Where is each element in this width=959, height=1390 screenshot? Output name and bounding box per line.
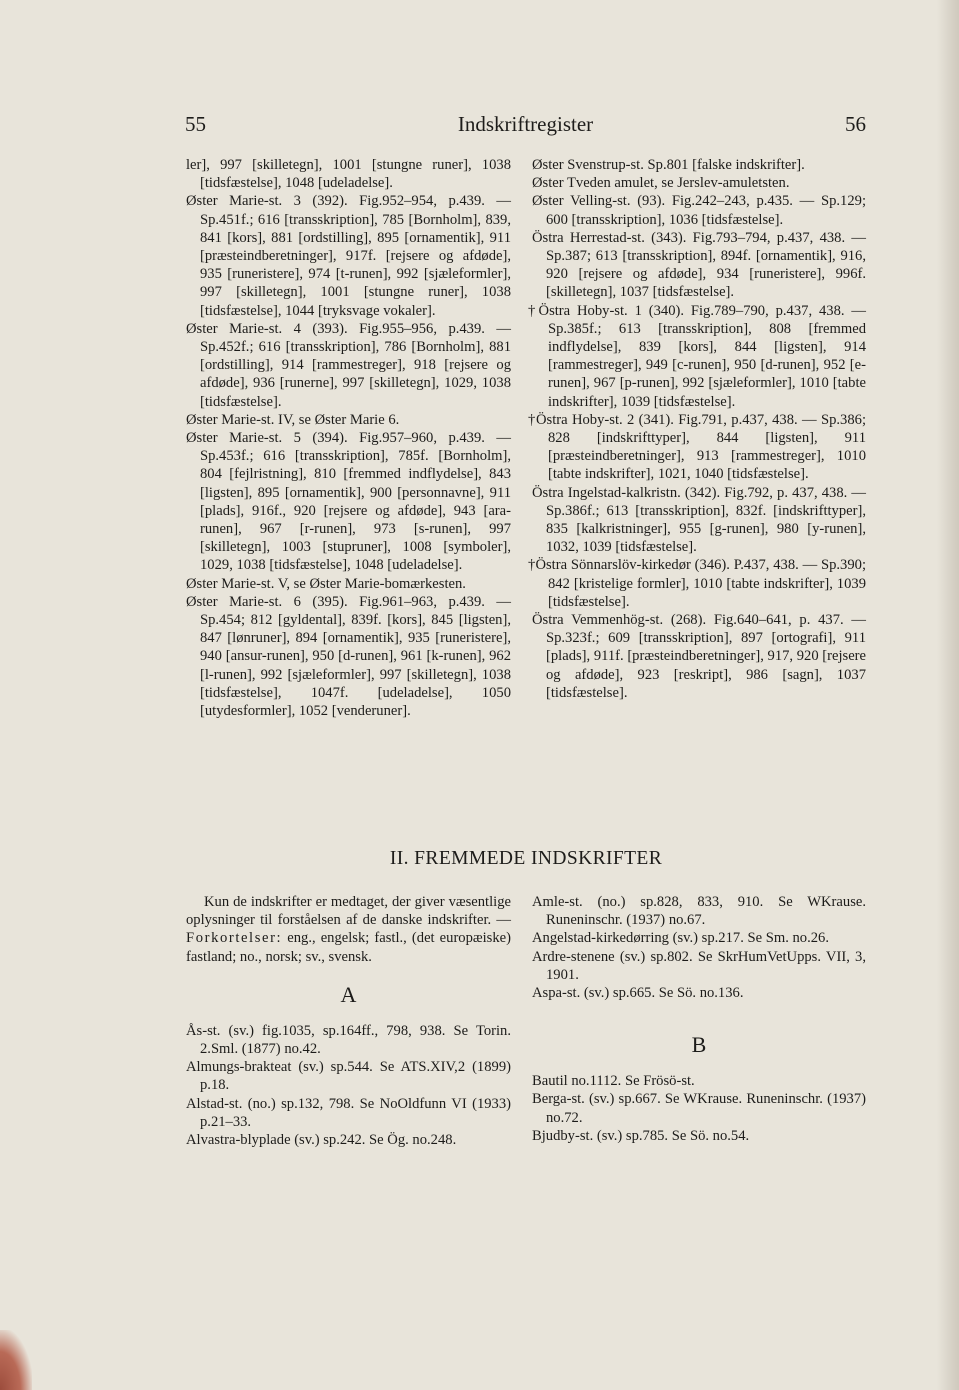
index-entry: Angelstad-kirkedørring (sv.) sp.217. Se Sm. no.26. [532, 930, 829, 947]
page-number-right: 56 [845, 112, 866, 136]
index-entry: Alstad-st. (no.) sp.132, 798. Se NoOldfunn VI (1933) p.21–33. [186, 1095, 511, 1130]
section-heading: II. FREMMEDE INDSKRIFTER [389, 848, 663, 869]
page-number-left: 55 [185, 112, 206, 136]
index-entry: Amle-st. (no.) sp.828, 833, 910. Se WKrause. Runeninschr. (1937) no.67. [532, 894, 866, 929]
index-entry: Berga-st. (sv.) sp.667. Se WKrause. Runeninschr. (1937) no.72. [532, 1091, 866, 1126]
column-bottom-left [186, 893, 511, 1149]
index-entry: ler], 997 [skilletegn], 1001 [stungne runer], 1038 [tidsfæstelse], 1048 [udeladelse]. [186, 157, 511, 192]
index-entry: Bautil no.1112. Se Frösö-st. [532, 1073, 695, 1090]
index-entry: †Östra Hoby-st. 1 (340). Fig.789–790, p.437, 438. — Sp.385f.; 613 [transskription], 808 [fremmed indflydelse], 839 [kors], 844 [ligsten], 914 [rammestreger], 949 [c-runen], 950 [d-runen], 952 [e-runen], 967 [p-runen], 992 [sjæleformler], 1010 [tabte indskrifter], 1039 [tidsfæstelse]. [528, 302, 866, 410]
index-entry: Bjudby-st. (sv.) sp.785. Se Sö. no.54. [532, 1127, 750, 1144]
index-entry: Alvastra-blyplade (sv.) sp.242. Se Ög. no.248. [186, 1132, 457, 1149]
index-entry: †Östra Hoby-st. 2 (341). Fig.791, p.437, 438. — Sp.386; 828 [indskrifttyper], 844 [ligsten], 911 [præsteindberetninger], 913 [rammestreger], 1010 [tabte indskrifter], 1021, 1040 [tidsfæstelse]. [528, 411, 866, 483]
intro-paragraph [186, 893, 511, 966]
index-entry: Øster Marie-st. 5 (394). Fig.957–960, p.439. — Sp.453f.; 616 [transskription], 785f. [Bornholm], 804 [fejlristning], 810 [fremmed indflydelse], 843 [ligsten], 895 [ornamentik], 900 [personnavne], 911 [plads], 916f., 920 [rejsere og afdøde], 943 [ara-runen], 967 [r-runen], 973 [s-runen], 997 [skilletegn], 1003 [stupruner], 1008 [symboler], 1029, 1038 [tidsfæstelse], 1048 [udeladelse]. [186, 430, 511, 574]
index-entry: Östra Vemmenhög-st. (268). Fig.640–641, p. 437. — Sp.323f.; 609 [transskription], 897 [ortografi], 911 [plads], 911f. [præsteindberetninger], 917, 920 [rejsere og afdøde], 923 [reskript], 986 [sagn], 1037 [tidsfæstelse]. [532, 612, 867, 701]
index-entry: Øster Tveden amulet, se Jerslev-amuletsten. [532, 175, 790, 192]
index-entry: Øster Marie-st. 6 (395). Fig.961–963, p.439. — Sp.454; 812 [gyldental], 839f. [kors], 845 [ligsten], 847 [lønruner], 894 [ornamentik], 935 [runeristere], 940 [ansur-runen], 950 [d-runen], 961 [k-runen], 962 [l-runen], 992 [sjæleformler], 997 [skilletegn], 1038 [tidsfæstelse], 1047f. [udeladelse], 1050 [utydesformler], 1052 [venderuner]. [186, 593, 511, 720]
index-entry: †Östra Sönnarslöv-kirkedør (346). P.437, 438. — Sp.390; 842 [kristelige formler], 1010 [tabte indskrifter], 1039 [tidsfæstelse]. [528, 557, 866, 610]
column-top-left [186, 156, 511, 720]
index-entry: Östra Herrestad-st. (343). Fig.793–794, p.437, 438. — Sp.387; 613 [transskription], 894f. [ornamentik], 916, 920 [rejsere og afdøde], 934 [runeristere], 996f. [skilletegn], 1037 [tidsfæstelse]. [532, 229, 866, 301]
index-entry: Östra Ingelstad-kalkristn. (342). Fig.792, p. 437, 438. — Sp.386f.; 613 [transskription], 832f. [indskrifttyper], 835 [kalkristninger], 955 [g-runen], 980 [y-runen], 1032, 1039 [tidsfæstelse]. [532, 484, 866, 556]
column-bottom-right [532, 893, 866, 1145]
intro-text: eng., engelsk; fastl., (det europæiske) fastland; no., norsk; sv., svensk. [186, 930, 511, 965]
index-entry: Øster Marie-st. 4 (393). Fig.955–956, p.439. — Sp.452f.; 616 [transskription], 786 [Bornholm], 881 [ordstilling], 914 [rammestreger], 918 [rejsere og afdøde], 936 [runerne], 997 [skilletegn], 1029, 1038 [tidsfæstelse]. [186, 320, 511, 410]
index-entry: Ardre-stenene (sv.) sp.802. Se SkrHumVetUpps. VII, 3, 1901. [532, 948, 866, 983]
index-entry: Øster Svenstrup-st. Sp.801 [falske indskrifter]. [532, 157, 805, 173]
letter-heading-b: B [691, 1032, 707, 1058]
thumb-in-corner [0, 1330, 32, 1390]
index-entry: Øster Marie-st. 3 (392). Fig.952–954, p.439. — Sp.451f.; 616 [transskription], 785 [Bornholm], 839, 841 [kors], 881 [ordstilling], 895 [ornamentik], 911 [præsteindberetninger], 917f. [rejsere og afdøde], 935 [runeristere], 974 [t-runen], 992 [sjæleformler], 997 [skilletegn], 1001 [stungne runer], 1038 [tidsfæstelse], 1044 [tryksvage vokaler]. [186, 193, 511, 319]
index-entry: Øster Velling-st. (93). Fig.242–243, p.435. — Sp.129; 600 [transskription], 1036 [tidsfæstelse]. [532, 193, 866, 228]
page-edge-shadow [937, 0, 959, 1390]
index-entry: Øster Marie-st. V, se Øster Marie-bomærkesten. [186, 575, 466, 592]
index-entry: Ås-st. (sv.) fig.1035, sp.164ff., 798, 938. Se Torin. 2.Sml. (1877) no.42. [186, 1022, 511, 1058]
running-title: Indskriftregister [457, 112, 594, 136]
index-entry: Øster Marie-st. IV, se Øster Marie 6. [186, 411, 400, 428]
letter-heading-a: A [340, 981, 357, 1007]
index-entry: Almungs-brakteat (sv.) sp.544. Se ATS.XIV,2 (1899) p.18. [186, 1059, 511, 1094]
index-entry: Aspa-st. (sv.) sp.665. Se Sö. no.136. [532, 985, 744, 1002]
column-top-right [528, 156, 867, 702]
abbreviations-label: Forkortelser: [186, 930, 283, 947]
intro-text: Kun de indskrifter er medtaget, der giver væsentlige oplysninger til forståelsen af de danske indskrifter. — [186, 894, 511, 929]
running-head [185, 112, 866, 140]
